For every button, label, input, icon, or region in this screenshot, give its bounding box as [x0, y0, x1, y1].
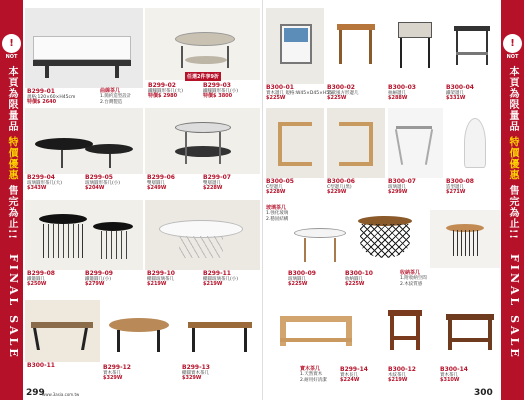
product-photo — [145, 8, 260, 80]
product-label: B300-08 造型邊几 $271W — [446, 178, 474, 196]
product-label: B299-08 鐵籠圓几 $250W — [27, 270, 55, 288]
product-label: B299-03 鐵腳圓形茶几(小) 特價$ 3800 — [203, 82, 239, 100]
final-sale-text: FINAL SALE — [7, 254, 20, 360]
product-label: B300-11 — [27, 362, 55, 369]
product-photo — [25, 200, 143, 270]
product-photo — [290, 220, 350, 268]
product-label: B299-12 實木茶几 $329W — [103, 364, 131, 382]
product-label: B300-05 C型邊几 $228W — [266, 178, 294, 196]
limited-text: 本頁為限量品 特價優惠 售完為止!! — [507, 66, 518, 240]
feature-text: 實木茶几 1.天然實木 2.耐用好清潔 — [300, 366, 327, 383]
page-number: 299 — [26, 388, 45, 398]
hot-label: NOT — [506, 54, 519, 60]
product-photo — [440, 300, 500, 362]
page-fold — [262, 0, 263, 400]
product-label: B300-14 實木茶几 $310W — [440, 366, 468, 384]
product-label: B299-06 雙層圓几 $249W — [147, 174, 175, 192]
product-photo — [182, 310, 260, 362]
product-photo — [446, 8, 500, 84]
product-label: B299-10 橢圓玻璃茶几 $219W — [147, 270, 175, 288]
product-photo — [446, 108, 500, 178]
website-url: www.3asia.com.tw — [42, 392, 80, 397]
product-photo — [266, 300, 366, 362]
product-photo — [25, 8, 143, 88]
product-label: B300-07 玻璃邊几 $299W — [388, 178, 416, 196]
product-photo — [266, 108, 324, 178]
hot-icon: ! — [503, 34, 522, 53]
product-photo — [388, 8, 443, 84]
product-label: B299-09 鐵籠圓几(小) $279W — [85, 270, 113, 288]
hot-icon: ! — [2, 34, 21, 53]
product-label: B299-05 玻璃圓形茶几(小) $204W — [85, 174, 121, 192]
product-photo — [145, 200, 260, 270]
limited-text: 本頁為限量品 特價優惠 售完為止!! — [6, 66, 17, 240]
product-photo — [327, 8, 385, 84]
left-side-band — [0, 0, 23, 400]
product-photo — [388, 108, 443, 178]
final-sale-text: FINAL SALE — [508, 254, 521, 360]
product-label: B300-10 收納圓几 $225W — [345, 270, 373, 288]
product-photo — [350, 210, 420, 268]
product-label: B299-02 鐵腳圓形茶几(大) 特價$ 2980 — [148, 82, 184, 100]
product-photo — [103, 310, 178, 362]
product-label: B300-06 C型邊几(黑) $229W — [327, 178, 355, 196]
product-label: B299-13 橢圓實木茶几 $329W — [182, 364, 210, 382]
page-number: 300 — [474, 388, 493, 398]
product-label: B299-04 玻璃圓形茶几(大) $343W — [27, 174, 63, 192]
product-label: B299-14 實木長几 $224W — [340, 366, 368, 384]
product-label: B299-07 雙層邊几 $228W — [203, 174, 231, 192]
product-label: B300-02 北歐風方形邊几 $225W — [327, 84, 359, 102]
feature-text: 曲線茶几 1.簡約造型設計 2.台灣製造 — [100, 88, 132, 105]
product-photo — [327, 108, 385, 178]
feature-text: 收納茶几 1.附收納空間 2.木紋質感 — [400, 270, 427, 287]
product-label: B299-01 規格:120×60×H45cm 特價$ 2640 — [27, 88, 76, 106]
product-label: B300-12 木紋茶几 $219W — [388, 366, 416, 384]
hot-label: NOT — [5, 54, 18, 60]
product-photo — [25, 108, 143, 174]
feature-text: 玻璃茶几 1.強化玻璃 2.穩固結構 — [266, 205, 289, 222]
product-photo — [430, 210, 500, 268]
promo-badge: 任選2件享9折 — [187, 74, 219, 80]
product-label: B300-01 實木邊几 規格:W45×D45×H55 $225W — [266, 84, 332, 102]
right-side-band — [501, 0, 524, 400]
product-label: B300-09 玻璃圓几 $225W — [288, 270, 316, 288]
product-label: B300-03 抽屜邊几 $288W — [388, 84, 416, 102]
product-photo — [25, 300, 100, 362]
product-photo — [145, 108, 260, 174]
product-photo — [380, 300, 430, 362]
product-label: B300-04 鐵架邊几 $331W — [446, 84, 474, 102]
product-label: B299-11 橢圓玻璃茶几(小) $219W — [203, 270, 239, 288]
product-photo — [266, 8, 324, 84]
